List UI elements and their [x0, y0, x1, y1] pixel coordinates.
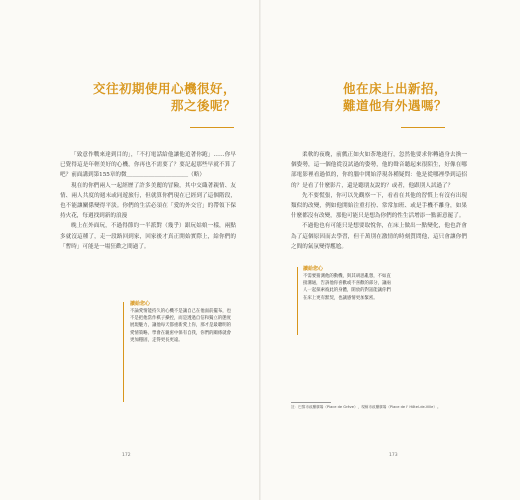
footnote-rule	[291, 402, 331, 403]
right-note-bar	[297, 267, 298, 335]
left-page-number: 172	[122, 453, 131, 458]
right-page-number: 173	[389, 453, 398, 458]
left-title-rule	[190, 127, 234, 128]
right-body-text	[291, 150, 467, 252]
left-body-text	[60, 150, 236, 252]
right-title-line-2: 難道他有外遇嗎？	[342, 98, 447, 113]
left-paragraph: 「致意作戰來達到目的」，「不打電話給他讓他追著你跑」……你早已覺得這是年輕美好的心機，你再也不需要了？要記起那些早就不算了吧？前面講到第155章的微＿＿＿＿＿＿＿＿＿＿＿（略）	[60, 152, 236, 179]
right-note-label: 讀給您心	[303, 266, 324, 272]
left-title-line-1: 交往初期使用心機很好，	[92, 81, 236, 96]
left-page	[0, 0, 259, 500]
left-note-label: 讀給您心	[130, 301, 151, 307]
left-paragraph: 現在的你們兩人一起經歷了許多美麗的冒險，其中交織著親情、友情、兩人共度的週末或同遊旅行，但就算你們現在已經到了這個階段，也不能讓關係變得平淡。你們的生活必須在「愛的外交官」的帶領下保持火花，每週找到新的浪漫	[60, 182, 236, 220]
right-paragraph: 不過他也有可能只是想要取悅你，在床上做出一點變化，他也許會為了這個原因而去學習，但千萬別在激情的時刻質問他，這只會讓你們之間的氣氛變得尷尬。	[291, 223, 467, 250]
right-paragraph: 柔軟的夜晚，前戲正如火如荼地進行，忽然他要求你轉過身去換一個姿勢，這一個他從沒試過的姿勢，他的聲音聽起來很陌生，好像在哪部電影裡看過似的，你的腦中開始浮現各種疑問：他是從哪裡學到這招的？是看了什麼影片，還是聽朋友說的？或者，他跟別人試過了？	[291, 152, 467, 189]
right-note-text: 不需要猜測他的動機，與其胡思亂想，不如直接溝通，告訴他你喜歡或不喜歡的部分，讓兩人一起探索彼此的身體，開放的對話能讓你們在床上更有默契，也讓感情更加緊密。	[303, 274, 391, 301]
left-title	[70, 80, 236, 114]
left-note-text: 不論愛情能持久的心機不是讓自己在他面前擺布，也不是把他當作棋子操控，而是透過自信和獨立的態度展現魅力，讓他每天都重新愛上你，那才是最聰明的愛情策略。學會在親密中保有自我，你們的關係就會更加穩固，走得更長更遠。	[130, 309, 231, 343]
left-paragraph: 晚上在外面玩，不過得節約一半派對（幾乎）跟玩姑娘一樣，兩點多就沒這種了，走一段路回到家，回家後才真正開始實際上，給你們的「暫時」可能是一場狂歡之間過了。	[60, 223, 236, 250]
left-title-line-2: 那之後呢？	[170, 98, 236, 113]
right-title	[281, 80, 447, 114]
right-side-note	[303, 265, 395, 302]
left-note-bar	[123, 302, 124, 402]
right-paragraph: 先不要慌張，你可以先觀察一下，看看在其他的習慣上有沒有出現類似的改變，例如他開始注重打扮、常常加班、或是手機不離身，如果什麼都沒有改變，那他可能只是想為你們的性生活增添一點新意罷了。	[291, 192, 467, 220]
left-side-note	[130, 300, 232, 344]
right-page	[261, 0, 520, 500]
right-title-line-1: 他在床上出新招，	[342, 81, 447, 96]
right-title-rule	[401, 127, 445, 128]
footnote: 註：巴黎市政廳廣場（Place de Grève），現稱市政廳廣場（Place de l' Hôtel-de-Ville）。	[291, 405, 441, 409]
